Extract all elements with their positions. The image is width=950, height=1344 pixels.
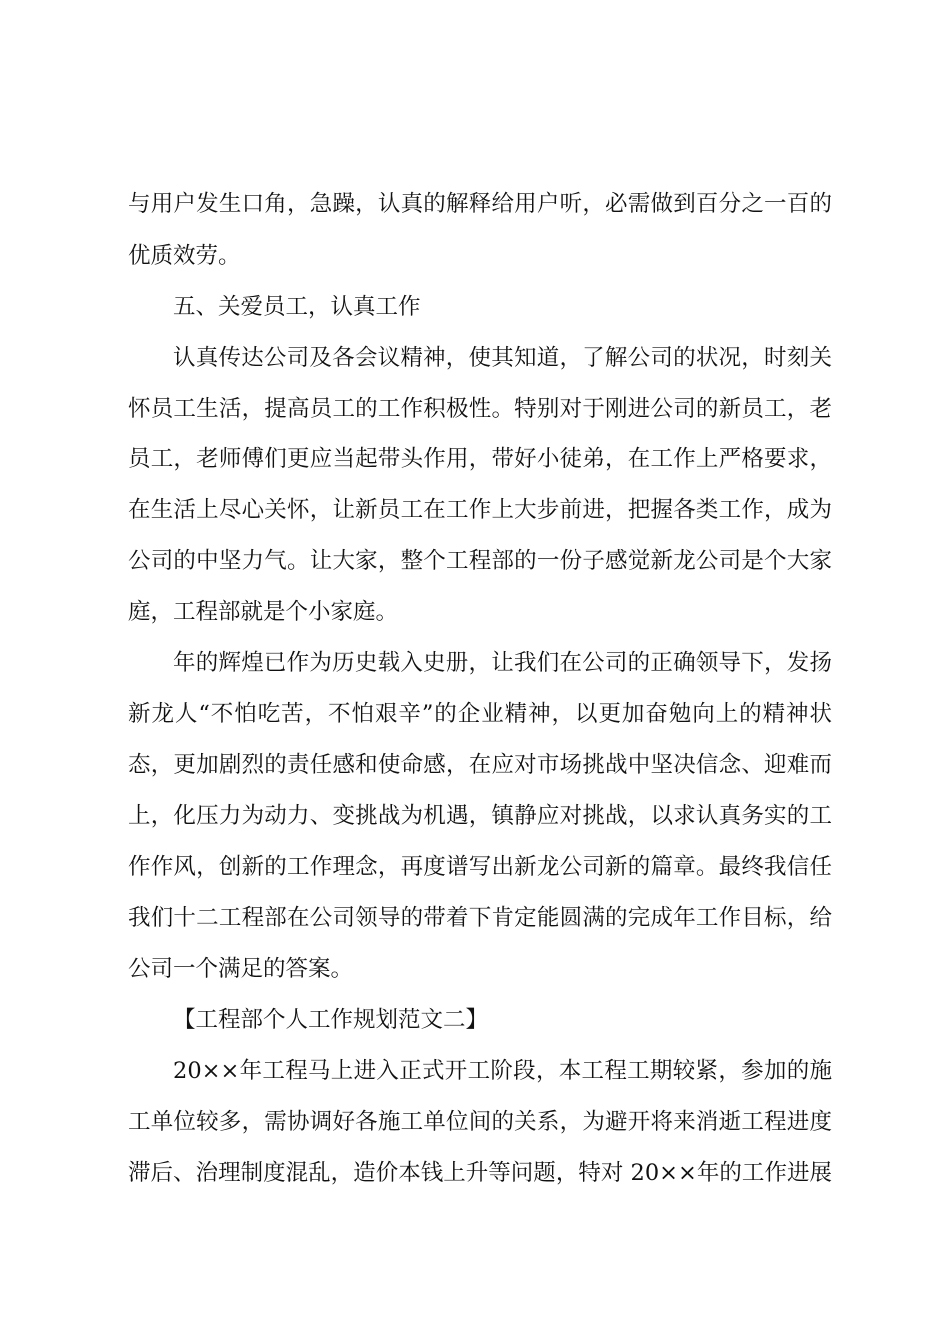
paragraph-3-line-1: 年的辉煌已作为历史载入史册，让我们在公司的正确领导下，发扬 — [173, 650, 832, 676]
paragraph-3-line-5: 作作风，创新的工作理念，再度谱写出新龙公司新的篇章。最终我信任 — [128, 854, 832, 880]
paragraph-3-line-7: 公司一个满足的答案。 — [128, 956, 354, 982]
heading-5: 五、关爱员工，认真工作 — [173, 294, 421, 320]
paragraph-3-line-4: 上，化压力为动力、变挑战为机遇，镇静应对挑战，以求认真务实的工 — [128, 803, 832, 829]
paragraph-3-line-2: 新龙人“不怕吃苦，不怕艰辛”的企业精神，以更加奋勉向上的精神状 — [128, 701, 832, 727]
section-title: 【工程部个人工作规划范文二】 — [173, 1007, 489, 1033]
paragraph-4-line-1: 20××年工程马上进入正式开工阶段，本工程工期较紧，参加的施 — [173, 1058, 832, 1084]
paragraph-2-line-3: 员工，老师傅们更应当起带头作用，带好小徒弟，在工作上严格要求， — [128, 446, 832, 472]
paragraph-1-line-1: 与用户发生口角，急躁，认真的解释给用户听，必需做到百分之一百的 — [128, 191, 832, 217]
paragraph-2-line-6: 庭，工程部就是个小家庭。 — [128, 599, 399, 625]
paragraph-4-line-2: 工单位较多，需协调好各施工单位间的关系，为避开将来消逝工程进度 — [128, 1109, 832, 1135]
paragraph-2-line-2: 怀员工生活，提高员工的工作积极性。特别对于刚进公司的新员工，老 — [128, 396, 832, 422]
paragraph-2-line-5: 公司的中坚力气。让大家，整个工程部的一份子感觉新龙公司是个大家 — [128, 548, 832, 574]
paragraph-3-line-3: 态，更加剧烈的责任感和使命感，在应对市场挑战中坚决信念、迎难而 — [128, 752, 832, 778]
paragraph-1-line-2: 优质效劳。 — [128, 243, 241, 269]
paragraph-4-line-3: 滞后、治理制度混乱，造价本钱上升等问题，特对 20××年的工作进展 — [128, 1160, 832, 1186]
paragraph-2-line-1: 认真传达公司及各会议精神，使其知道，了解公司的状况，时刻关 — [173, 345, 832, 371]
paragraph-3-line-6: 我们十二工程部在公司领导的带着下肯定能圆满的完成年工作目标，给 — [128, 905, 832, 931]
paragraph-2-line-4: 在生活上尽心关怀，让新员工在工作上大步前进，把握各类工作，成为 — [128, 497, 832, 523]
